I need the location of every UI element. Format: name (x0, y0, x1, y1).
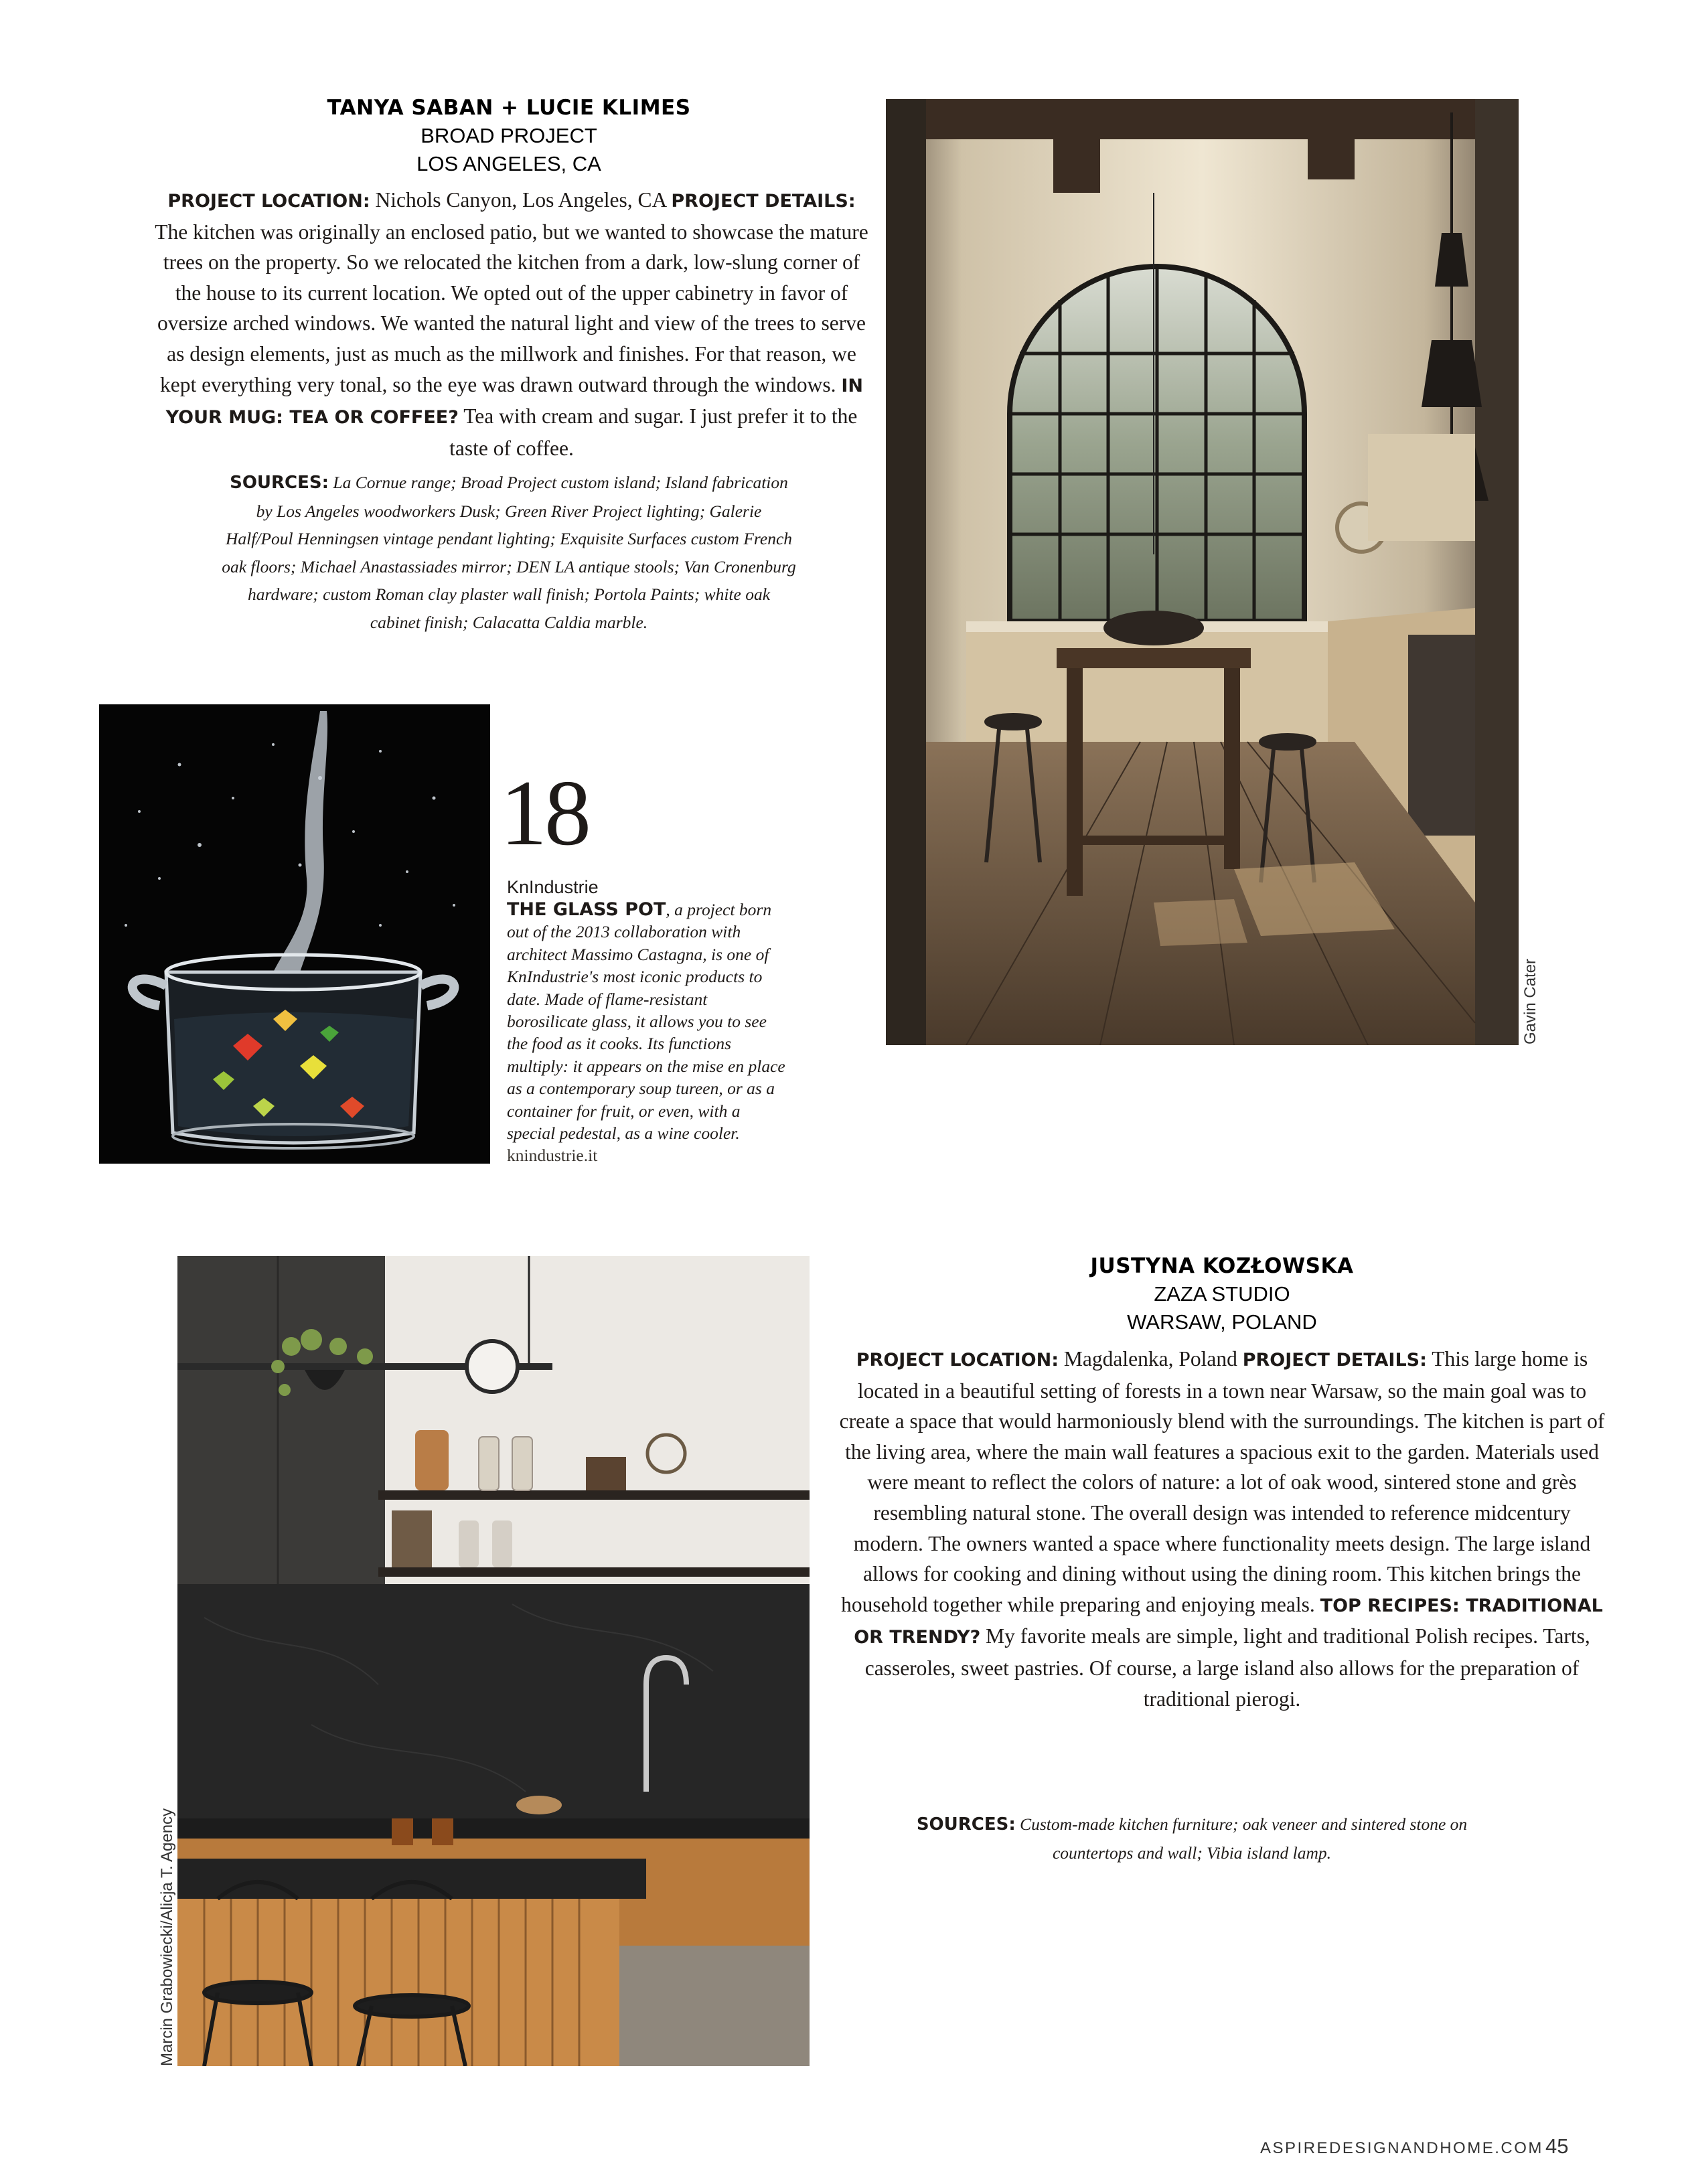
section1-answer: Tea with cream and sugar. I just prefer it to the taste of coffee. (449, 404, 858, 460)
section2-details-label: PROJECT DETAILS: (1242, 1350, 1427, 1371)
section1-sources-label: SOURCES: (230, 473, 329, 493)
section2-city: WARSAW, POLAND (1127, 1310, 1317, 1334)
section1-location-label: PROJECT LOCATION: (167, 191, 370, 212)
product-description-block (507, 899, 791, 1167)
section1-sources-text: La Cornue range; Broad Project custom island; Island fabrication by Los Angeles woodworkers Dusk; Green River Project lighting; Galerie Half/Poul Henningsen vintage pendant lighting; Exquisite Surfaces custom French oak floors; Michael Anastassiades mirror; DEN LA antique stools; Van Cronenburg hardware; custom Roman clay plaster wall finish; Portola Paints; white oak cabinet finish; Calacatta Caldia marble. (222, 473, 796, 632)
section1-location-value: Nichols Canyon, Los Angeles, CA (370, 188, 672, 212)
section1-photo-credit: Gavin Cater (1521, 958, 1539, 1044)
footer-site-url[interactable]: ASPIREDESIGNANDHOME.COM (1260, 2139, 1543, 2157)
section2-sources-text: Custom-made kitchen furniture; oak veneer and sintered stone on countertops and wall; Vibia island lamp. (1015, 1814, 1468, 1863)
section2-location-label: PROJECT LOCATION: (856, 1350, 1059, 1371)
section1-question-label: IN YOUR MUG: TEA OR COFFEE? (165, 375, 864, 428)
section2-sources-label: SOURCES: (916, 1814, 1016, 1835)
section2-body (837, 1344, 1607, 1714)
section2-designer-name: JUSTYNA KOZŁOWSKA (1090, 1254, 1354, 1278)
section1-studio: BROAD PROJECT (420, 124, 597, 147)
section1-city: LOS ANGELES, CA (416, 152, 601, 175)
section2-studio: ZAZA STUDIO (1154, 1282, 1290, 1306)
section1-body (153, 185, 870, 463)
glass-pot-photo (99, 704, 490, 1164)
dark-oak-kitchen-photo (177, 1256, 810, 2066)
section2-answer: My favorite meals are simple, light and traditional Polish recipes. Tarts, casseroles, sweet pastries. Of course, a large island also allows for the preparation of traditional pierogi. (864, 1624, 1590, 1711)
section1-details-text: The kitchen was originally an enclosed patio, but we wanted to showcase the mature trees on the property. So we relocated the kitchen from a dark, low-slung corner of the house to its current location. We opted out of the upper cabinetry in favor of oversize arched windows. We wanted the natural light and view of the trees to serve as design elements, just as much as the millwork and finishes. For that reason, we kept everything very tonal, so the eye was drawn outward through the windows. (155, 220, 868, 396)
section1-details-label: PROJECT DETAILS: (671, 191, 856, 212)
arched-window-kitchen-photo (886, 99, 1519, 1045)
section2-location-value: Magdalenka, Poland (1059, 1347, 1243, 1371)
footer-page-number: 45 (1545, 2134, 1569, 2158)
product-brand: KnIndustrie (507, 877, 599, 897)
product-description: , a project born out of the 2013 collaboration with architect Massimo Castagna, is one of KnIndustrie's most iconic products to date. Made of flame-resistant borosilicate glass, it allows you to see the food as it cooks. Its functions multiply: it appears on the mise en place as a contemporary soup tureen, or as a container for fruit, or even, with a special pedestal, as a wine cooler. (507, 900, 785, 1144)
section2-question-label: TOP RECIPES: TRADITIONAL OR TRENDY? (854, 1595, 1603, 1648)
section2-details-text: This large home is located in a beautiful setting of forests in a town near Warsaw, so the main goal was to create a space that would harmoniously blend with the surroundings. The kitchen is part of the living area, where the main wall features a spacious exit to the garden. Materials used were meant to reflect the colors of nature: a lot of oak wood, sintered stone and grès resembling natural stone. The overall design was intended to reference midcentury modern. The owners wanted a space where functionality meets design. The large island allows for cooking and dining without using the dining room. This kitchen brings the household together while preparing and enjoying meals. (839, 1347, 1605, 1616)
product-url-link[interactable]: knindustrie.it (507, 1146, 598, 1166)
section2-photo-credit: Marcin Grabowiecki/Alicja T. Agency (158, 1808, 176, 2066)
section2-sources (897, 1810, 1486, 1867)
product-number: 18 (500, 761, 589, 865)
section1-sources (221, 469, 797, 636)
product-title: THE GLASS POT (507, 899, 666, 920)
section2-header (837, 1252, 1607, 1336)
section1-header (147, 94, 870, 178)
section1-designer-name: TANYA SABAN + LUCIE KLIMES (327, 96, 691, 120)
